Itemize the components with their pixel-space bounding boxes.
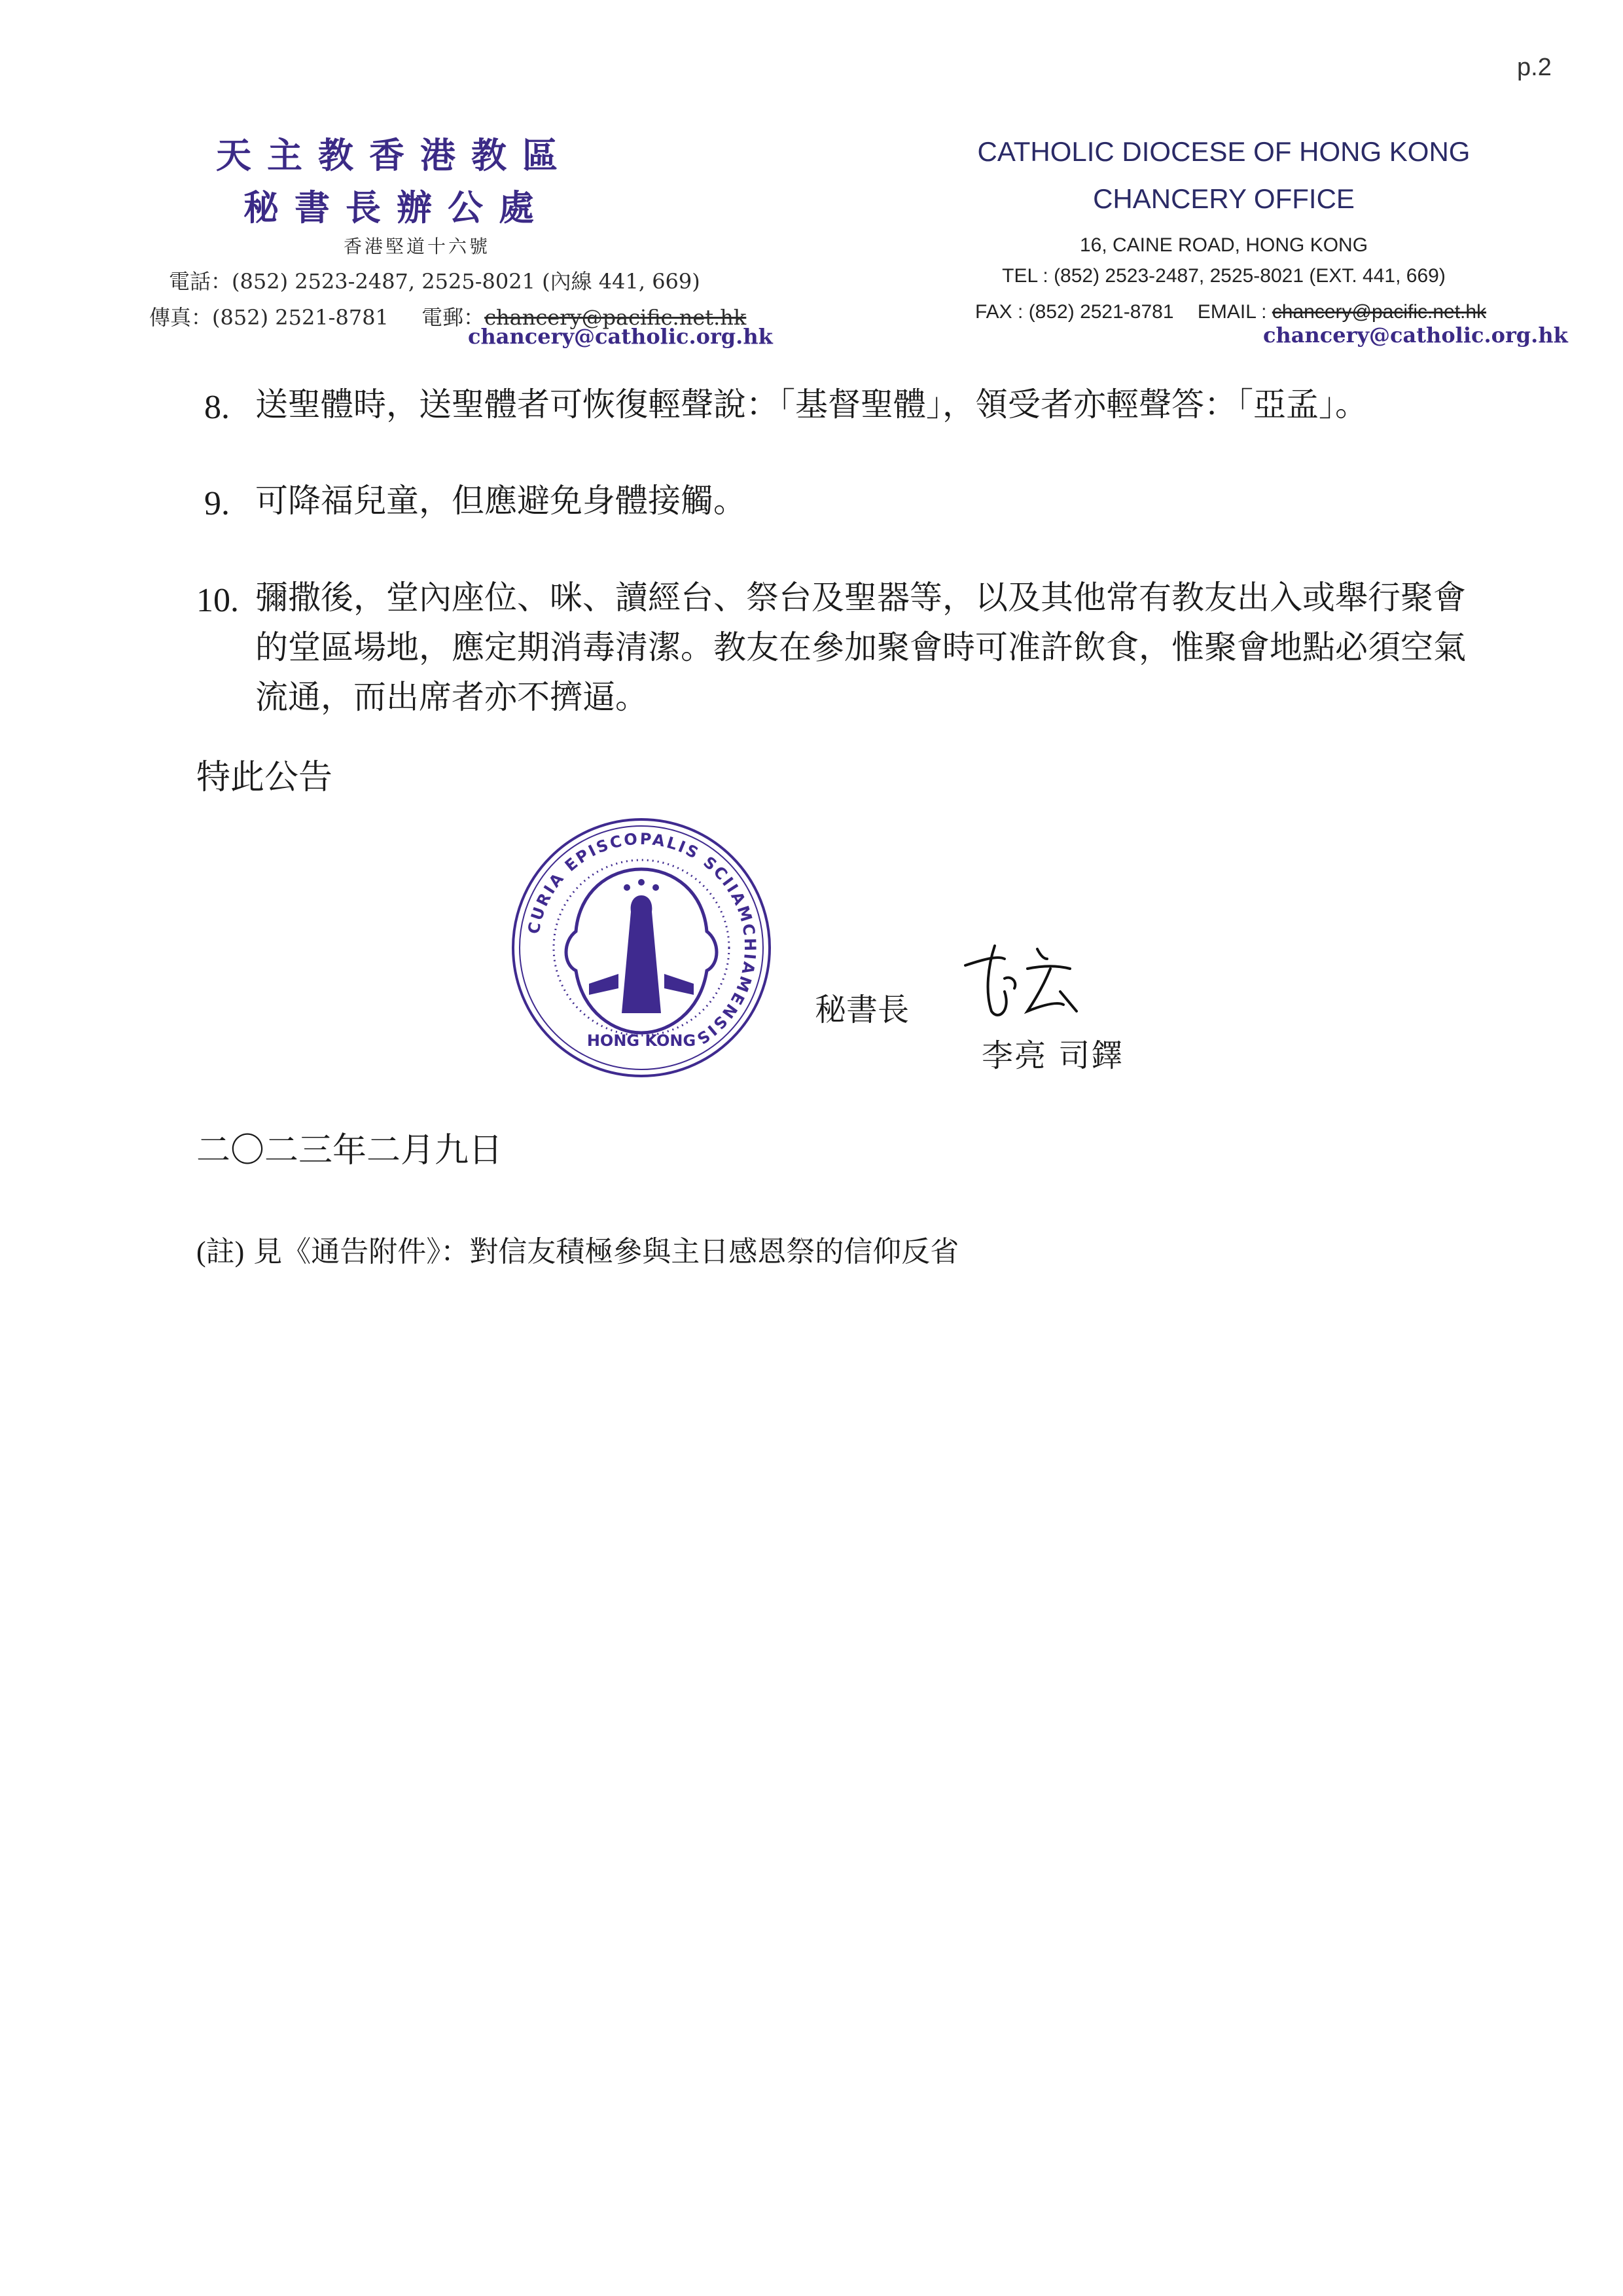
item-number: 9. bbox=[204, 485, 230, 522]
item-text: 送聖體時，送聖體者可恢復輕聲說：「基督聖體」，領受者亦輕聲答：「亞孟」。 bbox=[255, 386, 1368, 423]
letterhead-en-fax-number: FAX : (852) 2521-8781 bbox=[975, 301, 1174, 323]
letterhead-en-email-old: chancery@pacific.net.hk bbox=[1272, 301, 1487, 323]
letterhead-en-email-new[interactable]: chancery@catholic.org.hk bbox=[1263, 323, 1568, 348]
letterhead-cn-fax-number: 傳真：(852) 2521-8781 bbox=[149, 305, 389, 330]
footnote-text: 見《通告附件》：對信友積極參與主日感恩祭的信仰反省 bbox=[244, 1235, 959, 1268]
letterhead-cn-email-new[interactable]: chancery@catholic.org.hk bbox=[468, 324, 773, 349]
letterhead-en-tel: TEL : (852) 2523-2487, 2525-8021 (EXT. 441, 669) bbox=[1002, 265, 1446, 287]
letterhead-en-line2: CHANCERY OFFICE bbox=[1093, 183, 1355, 214]
item-text: 可降福兒童，但應避免身體接觸。 bbox=[255, 482, 746, 520]
handwritten-signature bbox=[959, 939, 1090, 1024]
letterhead-cn-line2: 秘書長辦公處 bbox=[243, 187, 550, 228]
letterhead-cn-address: 香港堅道十六號 bbox=[344, 236, 491, 257]
seal-bottom-text: HONG KONG bbox=[586, 1031, 696, 1050]
item-text: 彌撒後，堂內座位、咪、讀經台、祭台及聖器等，以及其他常有教友出入或舉行聚會的堂區場地，應定期消毒清潔。教友在參加聚會時可准許飲食，惟聚會地點必須空氣流通，而出席者亦不擠逼。 bbox=[255, 579, 1466, 716]
letterhead-en-email-label: EMAIL : bbox=[1197, 301, 1272, 323]
letterhead-cn-email-label: 電郵： bbox=[421, 305, 485, 330]
page-number: p.2 bbox=[1517, 54, 1552, 81]
letterhead-cn-line1: 天主教香港教區 bbox=[216, 134, 573, 176]
letterhead-en-line1: CATHOLIC DIOCESE OF HONG KONG bbox=[977, 136, 1471, 167]
letterhead-en-fax bbox=[975, 301, 1486, 323]
secretary-name: 李亮 司鐸 bbox=[982, 1037, 1124, 1074]
letterhead-cn-tel: 電話：(852) 2523-2487, 2525-8021 (內線 441, 669) bbox=[169, 269, 700, 294]
letterhead-cn-email-old: chancery@pacific.net.hk bbox=[484, 305, 747, 330]
item-number: 8. bbox=[204, 389, 230, 426]
document-date: 二〇二三年二月九日 bbox=[196, 1131, 503, 1170]
notice-text: 特此公告 bbox=[196, 758, 333, 797]
item-number: 10. bbox=[196, 582, 239, 619]
letterhead-en-address: 16, CAINE ROAD, HONG KONG bbox=[1079, 234, 1368, 256]
footnote-prefix: (註) bbox=[196, 1236, 245, 1268]
diocese-seal bbox=[510, 817, 772, 1079]
seal-arc-text: CURIA EPISCOPALIS SCIIAMCHIAMENSIS bbox=[524, 829, 760, 1049]
footnote bbox=[196, 1227, 959, 1277]
secretary-title: 秘書長 bbox=[815, 992, 910, 1028]
